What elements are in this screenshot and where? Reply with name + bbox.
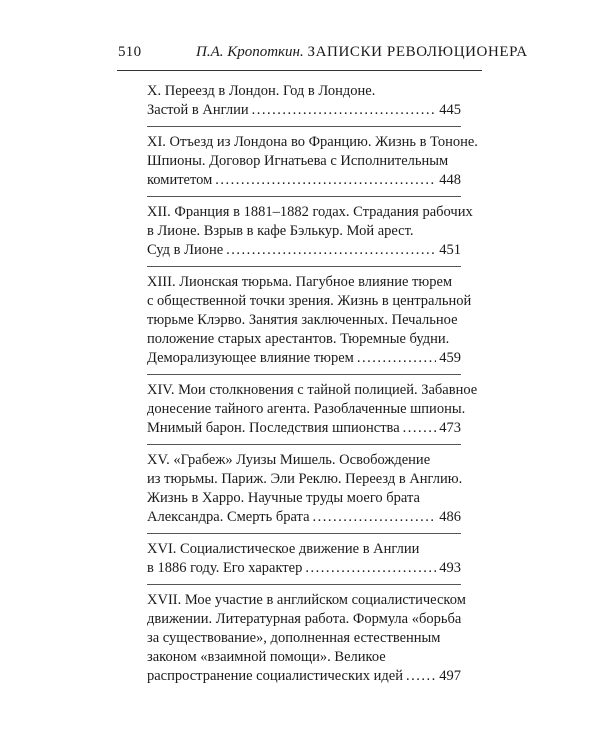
toc-divider [147, 266, 461, 267]
toc-entry-line: с общественной точки зрения. Жизнь в центральной [147, 293, 472, 309]
toc-entry-last-text: Мнимый барон. Последствия шпионства [147, 420, 400, 436]
toc-entry [147, 133, 478, 190]
toc-entry-line: Жизнь в Харро. Научные труды моего брата [147, 490, 420, 506]
toc-entry-last-text: Александра. Смерть брата [147, 509, 310, 525]
header-rule [117, 70, 482, 71]
toc-page-number: 473 [439, 420, 461, 436]
toc-entry-line: положение старых арестантов. Тюремные будни. [147, 331, 450, 347]
toc-entry-line: Шпионы. Договор Игнатьева с Исполнительным [147, 153, 449, 169]
toc-entry-last-line [147, 419, 461, 438]
toc-entry-last-text: комитетом [147, 172, 213, 188]
toc-page-number: 448 [439, 172, 461, 188]
toc-page-number: 445 [439, 102, 461, 118]
toc-entry-last-line [147, 559, 461, 578]
toc-page-number: 493 [439, 560, 461, 576]
toc-entry-last-text: Суд в Лионе [147, 242, 224, 258]
page-number: 510 [118, 44, 142, 60]
toc-page-number: 459 [439, 350, 461, 366]
toc-entry-line: XII. Франция в 1881–1882 годах. Страдания рабочих [147, 204, 473, 220]
dot-leader [406, 667, 436, 686]
toc-page-number: 451 [439, 242, 461, 258]
toc-divider [147, 533, 461, 534]
dot-leader [357, 349, 436, 368]
toc-entry [147, 591, 466, 686]
toc-entry-last-line [147, 101, 461, 120]
toc-entry-line: за существование», дополненная естественным [147, 630, 441, 646]
dot-leader [215, 171, 436, 190]
toc-page-number: 497 [439, 668, 461, 684]
toc-entry-line: XIII. Лионская тюрьма. Пагубное влияние тюрем [147, 274, 453, 290]
toc-entry-last-text: распространение социалистических идей [147, 668, 403, 684]
toc-entry [147, 540, 461, 578]
dot-leader [252, 101, 437, 120]
toc-entry-last-text: в 1886 году. Его характер [147, 560, 303, 576]
toc-divider [147, 444, 461, 445]
toc-entry-line: донесение тайного агента. Разоблаченные шпионы. [147, 401, 466, 417]
running-head-author: П.А. Кропоткин. [196, 44, 304, 60]
toc-entry [147, 451, 461, 527]
dot-leader [226, 241, 436, 260]
toc-entry-last-line [147, 241, 461, 260]
toc-entry-line: в Лионе. Взрыв в кафе Бэлькур. Мой арест. [147, 223, 414, 239]
toc-entry [147, 273, 472, 368]
table-of-contents [147, 82, 478, 686]
toc-entry-line: из тюрьмы. Париж. Эли Реклю. Переезд в Англию. [147, 471, 463, 487]
toc-page-number: 486 [439, 509, 461, 525]
dot-leader [313, 508, 437, 527]
toc-entry-last-text: Деморализующее влияние тюрем [147, 350, 354, 366]
toc-divider [147, 126, 461, 127]
toc-divider [147, 584, 461, 585]
toc-entry-line: XIV. Мои столкновения с тайной полицией. Забавное [147, 382, 478, 398]
running-head-title: ЗАПИСКИ РЕВОЛЮЦИОНЕРА [307, 44, 528, 60]
dot-leader [305, 559, 436, 578]
toc-entry-line: XI. Отъезд из Лондона во Францию. Жизнь в Тононе. [147, 134, 478, 150]
toc-entry [147, 203, 473, 260]
toc-entry-line: XVI. Социалистическое движение в Англии [147, 541, 420, 557]
toc-entry-line: XVII. Мое участие в английском социалистическом [147, 592, 466, 608]
toc-entry-last-line [147, 349, 461, 368]
toc-entry-last-line [147, 508, 461, 527]
running-head [196, 44, 528, 61]
toc-entry [147, 381, 478, 438]
toc-entry-line: тюрьме Клэрво. Занятия заключенных. Печальное [147, 312, 458, 328]
toc-divider [147, 196, 461, 197]
toc-entry-line: движении. Литературная работа. Формула «борьба [147, 611, 462, 627]
toc-entry-last-line [147, 667, 461, 686]
toc-divider [147, 374, 461, 375]
toc-entry-last-line [147, 171, 461, 190]
toc-entry-line: законом «взаимной помощи». Великое [147, 649, 386, 665]
dot-leader [403, 419, 437, 438]
toc-entry [147, 82, 461, 120]
toc-entry-line: XV. «Грабеж» Луизы Мишель. Освобождение [147, 452, 431, 468]
toc-entry-last-text: Застой в Англии [147, 102, 249, 118]
toc-entry-line: X. Переезд в Лондон. Год в Лондоне. [147, 83, 376, 99]
